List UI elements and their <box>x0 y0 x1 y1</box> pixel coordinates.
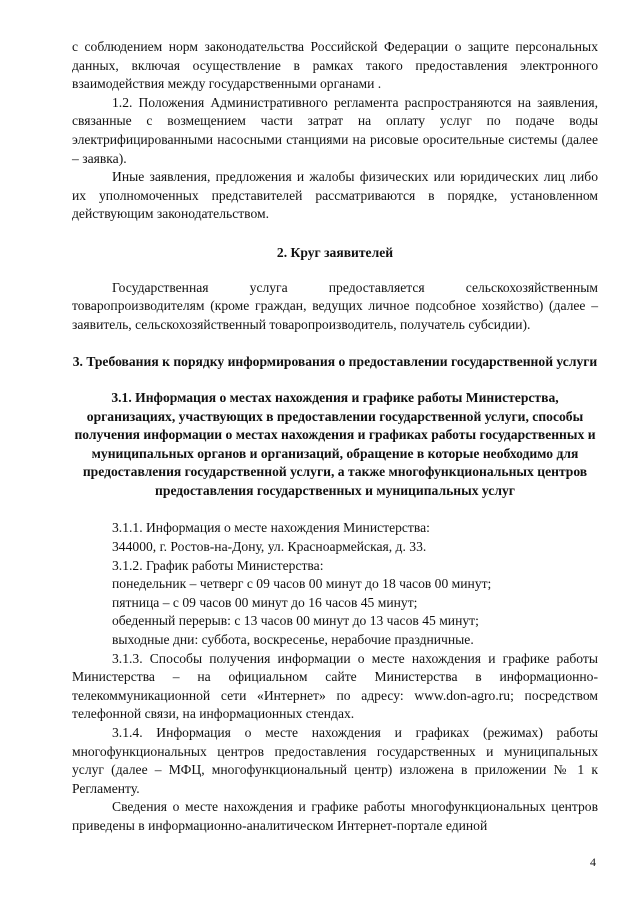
page-number: 4 <box>590 855 596 869</box>
info-line: 3.1.1. Информация о месте нахождения Министерства: <box>112 520 430 536</box>
paragraph-1-2: 1.2. Положения Административного регламента распространяются на заявления, связанные с возмещением части затрат на оплату услуг по подаче воды электрифицированными насосными станциями на рисовые оросительные системы (далее – заявка). <box>72 94 598 166</box>
info-line: понедельник – четверг с 09 часов 00 минут до 18 часов 00 минут; <box>112 576 492 592</box>
info-line: обеденный перерыв: с 13 часов 00 минут до 13 часов 45 минут; <box>112 613 479 629</box>
section-heading-2: 2. Круг заявителей <box>276 244 394 260</box>
document-body <box>72 38 598 836</box>
info-line: 3.1.2. График работы Министерства: <box>112 557 324 573</box>
paragraph-applicants: Государственная услуга предоставляется сельскохозяйственным товаропроизводителям (кроме граждан, ведущих личное подсобное хозяйство) (далее – заявитель, сельскохозяйственный товаропроизводитель, получатель субсидии). <box>72 279 598 332</box>
paragraph-mfc-info: Сведения о месте нахождения и графике работы многофункциональных центров приведены в информационно-аналитическом Интернет-портале единой <box>72 799 598 833</box>
info-line: 344000, г. Ростов-на-Дону, ул. Красноармейская, д. 33. <box>112 539 427 555</box>
subsection-heading-3-1: 3.1. Информация о местах нахождения и графике работы Министерства, организациях, участвующих в предоставлении государственной услуги, способы получения информации о местах нахождения и графиках работы государственных и муниципальных органов и организаций, обращение в которые необходимо для предоставления государственной услуги, а также многофункциональных центров предоставления государственных и муниципальных услуг <box>74 389 596 498</box>
info-line: пятница – с 09 часов 00 минут до 16 часов 45 минут; <box>112 594 418 610</box>
paragraph-3-1-4: 3.1.4. Информация о месте нахождения и графиках (режимах) работы многофункциональных центров предоставления государственных и муниципальных услуг (далее – МФЦ, многофункциональный центр) изложена в приложении № 1 к Регламенту. <box>72 725 598 796</box>
info-line: выходные дни: суббота, воскресенье, нерабочие праздничные. <box>112 632 474 648</box>
paragraph-3-1-3: 3.1.3. Способы получения информации о месте нахождения и графике работы Министерства – на официальном сайте Министерства в информационно-телекоммуникационной сети «Интернет» по адресу: www.don-agro.ru; посредством телефонной связи, на информационных стендах. <box>72 650 598 722</box>
section-heading-3: 3. Требования к порядку информирования о предоставлении государственной услуги <box>72 354 598 370</box>
paragraph-other-applications: Иные заявления, предложения и жалобы физических или юридических лиц либо их уполномоченных представителей рассматриваются в порядке, установленном действующим законодательством. <box>72 169 598 222</box>
paragraph-intro: с соблюдением норм законодательства Российской Федерации о защите персональных данных, включая осуществление в рамках такого предоставления электронного взаимодействия между государственными органами . <box>72 39 598 92</box>
